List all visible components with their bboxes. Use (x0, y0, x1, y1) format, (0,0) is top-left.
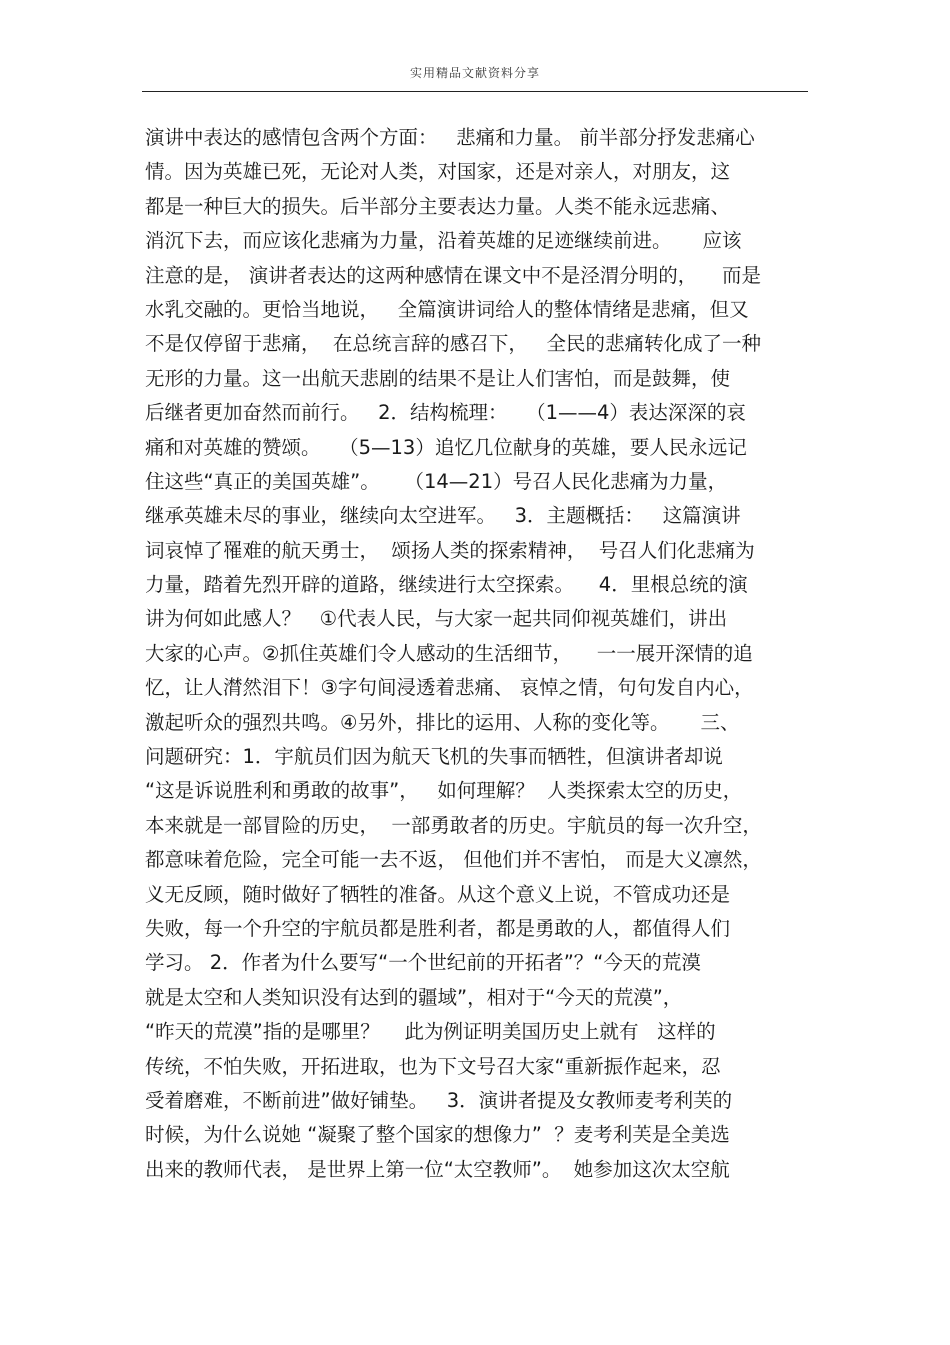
text-line: 都是一种巨大的损失。后半部分主要表达力量。人类不能永远悲痛、 (145, 194, 731, 218)
text-line: 演讲中表达的感情包含两个方面： 悲痛和力量。 前半部分抒发悲痛心 (145, 126, 755, 149)
body-text (145, 121, 810, 1187)
text-line: 时候，为什么说她 “凝聚了整个国家的想像力” ？麦考利芙是全美选 (145, 1123, 730, 1147)
text-line: 激起听众的强烈共鸣。④另外，排比的运用、人称的变化等。 三、 (145, 710, 740, 734)
header-divider (142, 91, 808, 92)
text-line: 受着磨难，不断前进”做好铺垫。 3．演讲者提及女教师麦考利芙的 (145, 1088, 733, 1112)
text-line: 注意的是， 演讲者表达的这两种感情在课文中不是泾渭分明的， 而是 (145, 263, 761, 287)
text-line: 学习。 2．作者为什么要写“一个世纪前的开拓者”？“今天的荒漠 (145, 951, 701, 975)
text-line: 无形的力量。这一出航天悲剧的结果不是让人们害怕，而是鼓舞，使 (145, 366, 731, 390)
text-line: 忆，让人潸然泪下！③字句间浸透着悲痛、 哀悼之情，句句发自内心， (145, 676, 754, 700)
text-line: 就是太空和人类知识没有达到的疆域”，相对于“今天的荒漠”， (145, 985, 683, 1009)
text-line: 继承英雄未尽的事业，继续向太空进军。 3．主题概括： 这篇演讲 (145, 504, 741, 528)
text-line: 传统，不怕失败，开拓进取，也为下文号召大家“重新振作起来，忍 (145, 1054, 721, 1078)
text-line: 痛和对英雄的赞颂。 （5—13）追忆几位献身的英雄，要人民永远记 (145, 435, 747, 459)
text-line: 都意味着危险，完全可能一去不返， 但他们并不害怕， 而是大义凛然， (145, 848, 762, 872)
text-line: 后继者更加奋然而前行。 2．结构梳理： （1——4）表达深深的哀 (145, 401, 746, 425)
page-header: 实用精品文献资料分享 (409, 66, 540, 80)
text-line: 消沉下去，而应该化悲痛为力量，沿着英雄的足迹继续前进。 应该 (145, 229, 742, 253)
text-line: 问题研究：1．宇航员们因为航天飞机的失事而牺牲，但演讲者却说 (145, 745, 723, 769)
text-line: 词哀悼了罹难的航天勇士， 颂扬人类的探索精神， 号召人们化悲痛为 (145, 538, 755, 562)
text-line: 义无反顾，随时做好了牺牲的准备。从这个意义上说，不管成功还是 (145, 882, 731, 906)
text-line: 力量，踏着先烈开辟的道路，继续进行太空探索。 4．里根总统的演 (145, 573, 748, 597)
text-line: 情。因为英雄已死，无论对人类，对国家，还是对亲人，对朋友，这 (145, 160, 731, 184)
text-line: 大家的心声。②抓住英雄们令人感动的生活细节， 一一展开深情的追 (145, 641, 753, 665)
text-line: 出来的教师代表， 是世界上第一位“太空教师”。 她参加这次太空航 (145, 1157, 730, 1181)
text-line: 讲为何如此感人？ ①代表人民，与大家一起共同仰视英雄们，讲出 (145, 607, 728, 631)
text-line: 住这些“真正的美国英雄”。 （14—21）号召人民化悲痛为力量， (145, 469, 728, 493)
text-line: 不是仅停留于悲痛， 在总统言辞的感召下， 全民的悲痛转化成了一种 (145, 332, 761, 356)
text-line: “昨天的荒漠”指的是哪里？ 此为例证明美国历史上就有 这样的 (145, 1020, 716, 1044)
text-line: 本来就是一部冒险的历史， 一部勇敢者的历史。宇航员的每一次升空， (145, 813, 762, 837)
text-line: “这是诉说胜利和勇敢的故事”， 如何理解？ 人类探索太空的历史， (145, 779, 743, 803)
text-line: 失败，每一个升空的宇航员都是胜利者，都是勇敢的人，都值得人们 (145, 916, 731, 940)
text-line: 水乳交融的。更恰当地说， 全篇演讲词给人的整体情绪是悲痛，但又 (145, 297, 749, 321)
